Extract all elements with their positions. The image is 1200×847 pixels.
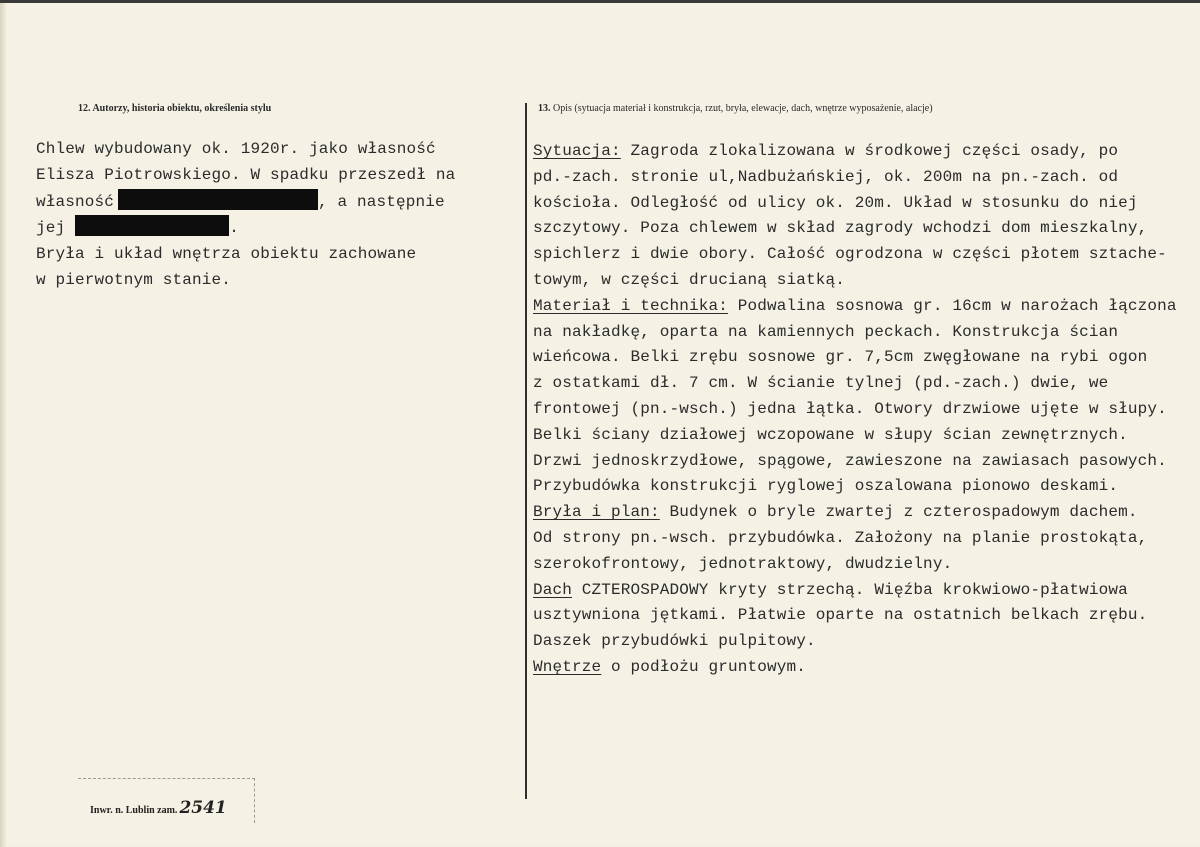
description-line: z ostatkami dł. 7 cm. W ścianie tylnej (pd.-zach.) dwie, we [533, 374, 1109, 393]
description-text: Zagroda zlokalizowana w środkowej części osady, po [620, 142, 1119, 160]
history-line: Elisza Piotrowskiego. W spadku przeszedł na [36, 165, 456, 184]
column-divider [525, 103, 527, 799]
description-line: Przybudówka konstrukcji ryglowej oszalowana pionowo deskami. [533, 477, 1119, 496]
description-line [533, 500, 1177, 526]
description-line: kościoła. Odległość od ulicy ok. 20m. Układ w stosunku do niej [533, 193, 1138, 212]
description-text: Budynek o bryle zwartej z czterospadowym dachem. [659, 503, 1138, 522]
description-line [533, 655, 1177, 681]
history-line: Bryła i układ wnętrza obiektu zachowane [36, 245, 417, 264]
description-text: Podwalina sosnowa gr. 16cm w narożach łączona [728, 296, 1177, 315]
description-line [533, 139, 1177, 165]
description-line: Daszek przybudówki pulpitowy. [533, 632, 816, 651]
description-text: CZTEROSPADOWY kryty strzechą. Więźba krokwiowo-płatwiowa [572, 580, 1128, 599]
description-line [533, 578, 1177, 604]
description-line: towym, w części drucianą siatką. [533, 270, 846, 289]
paragraph-heading-sytuacja: Sytuacja: [533, 142, 621, 160]
section-13-number: 13. [538, 103, 551, 114]
section-12-title: Autorzy, historia obiektu, określenia stylu [92, 103, 272, 114]
paragraph-heading-wnetrze: Wnętrze [533, 657, 602, 676]
section-13-title: Opis (sytuacja materiał i konstrukcja, rzut, bryła, elewacje, dach, wnętrze wyposażenie, alacje) [553, 103, 933, 114]
paragraph-heading-dach: Dach [533, 580, 573, 599]
history-text: własność [36, 192, 115, 211]
description-line: usztywniona jętkami. Płatwie oparte na ostatnich belkach zrębu. [533, 606, 1148, 625]
page-edge-shadow [0, 3, 7, 847]
description-line: szerokofrontowy, jednotraktowy, dwudzielny. [533, 554, 953, 573]
history-line: Chlew wybudowany ok. 1920r. jako własność [36, 140, 436, 158]
history-line [36, 189, 455, 216]
description-line: na nakładkę, oparta na kamiennych peckach. Konstrukcja ścian [533, 322, 1119, 341]
section-12-heading [78, 103, 271, 114]
description-line: Od strony pn.-wsch. przybudówka. Założony na planie prostokąta, [533, 528, 1148, 547]
description-line: frontowej (pn.-wsch.) jedna łątka. Otwory drzwiowe ujęte w słupy. [533, 399, 1167, 418]
description-text: o podłożu gruntowym. [601, 657, 807, 676]
description-line [533, 294, 1177, 320]
section-13-body [533, 139, 1177, 681]
paragraph-heading-material: Materiał i technika: [533, 296, 729, 315]
description-line: spichlerz i dwie obory. Całość ogrodzona w części płotem sztache- [533, 245, 1167, 264]
redaction-bar [118, 189, 318, 210]
history-text: . [229, 219, 240, 238]
history-text: jej [36, 219, 66, 238]
description-line: pd.-zach. stronie ul,Nadbużańskiej, ok. 200m na pn.-zach. od [533, 167, 1119, 186]
paragraph-heading-bryla: Bryła i plan: [533, 503, 660, 522]
inventory-stamp-label: Inwr. n. Lublin zam. [90, 805, 178, 816]
description-line: Drzwi jednoskrzydłowe, spągowe, zawieszone na zawiasach pasowych. [533, 451, 1167, 470]
redaction-bar [75, 215, 229, 236]
section-12-number: 12. [78, 103, 91, 114]
section-13-heading [538, 103, 933, 114]
description-line: Belki ściany działowej wczopowane w słupy ścian zewnętrznych. [533, 425, 1128, 444]
section-12-body [36, 137, 455, 294]
description-line: wieńcowa. Belki zrębu sosnowe gr. 7,5cm zwęgłowane na rybi ogon [533, 348, 1148, 367]
history-line: w pierwotnym stanie. [36, 270, 232, 289]
history-text: , a następnie [318, 192, 445, 211]
history-line [36, 215, 455, 242]
description-line: szczytowy. Poza chlewem w skład zagrody wchodzi dom mieszkalny, [533, 219, 1148, 238]
inventory-number: 2541 [179, 798, 227, 818]
inventory-stamp [90, 798, 227, 818]
